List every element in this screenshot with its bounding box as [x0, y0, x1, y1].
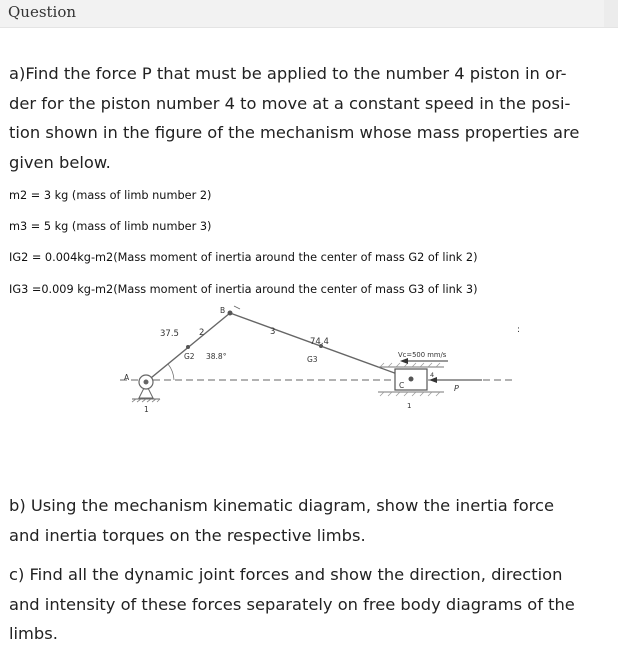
ground-c-label: 1 [407, 402, 412, 410]
part-b-line: and inertia torques on the respective limbs. [9, 525, 366, 545]
point-a-label: A [124, 373, 130, 382]
property-ig2: IG2 = 0.004kg-m2(Mass moment of inertia around the center of mass G2 of link 2) [9, 251, 478, 264]
slider-guide-bottom [378, 392, 444, 396]
part-c-line: limbs. [9, 624, 58, 643]
mechanism-diagram [110, 300, 530, 430]
part-a-line: a)Find the force P that must be applied to the number 4 piston in or- [9, 64, 567, 83]
dim-link3-label: 74.4 [310, 337, 329, 347]
force-p-arrow [429, 377, 482, 383]
part-a-line: der for the piston number 4 to move at a constant speed in the posi- [9, 93, 571, 113]
part-a-text [9, 59, 611, 177]
part-a-line: tion shown in the figure of the mechanism whose mass properties are [9, 123, 580, 142]
property-ig3: IG3 =0.009 kg-m2(Mass moment of inertia around the center of mass G3 of link 3) [9, 283, 478, 296]
g2-label: G2 [184, 352, 195, 361]
question-header [0, 0, 618, 28]
slider-guide-top [378, 363, 444, 367]
ground-a-label: 1 [144, 405, 149, 414]
velocity-label: Vc=500 mm/s [398, 351, 447, 359]
force-p-label: P [454, 384, 459, 393]
link-3-label: 3 [270, 327, 276, 337]
pin-c [409, 377, 414, 382]
property-m3: m3 = 5 kg (mass of limb number 3) [9, 220, 212, 233]
angle-label: 38.8° [206, 352, 227, 361]
point-b-label: B [220, 306, 226, 315]
property-m2: m2 = 3 kg (mass of limb number 2) [9, 189, 212, 202]
point-c-label: C [399, 381, 405, 390]
dim-link2-label: 37.5 [160, 329, 179, 339]
header-title: Question [8, 3, 77, 21]
pin-b [228, 311, 233, 316]
part-a-line: given below. [9, 152, 111, 172]
g2-marker [186, 345, 190, 349]
link-4-label: 4 [430, 371, 435, 379]
part-c-text [9, 560, 611, 649]
part-b-text [9, 491, 611, 550]
part-c-line: c) Find all the dynamic joint forces and show the direction, direction [9, 565, 563, 584]
part-c-line: and intensity of these forces separately on free body diagrams of the [9, 594, 575, 614]
svg-text::: : [517, 325, 521, 335]
part-b-line: b) Using the mechanism kinematic diagram, show the inertia force [9, 496, 554, 515]
g3-label: G3 [307, 355, 318, 364]
link-2-label: 2 [199, 328, 205, 338]
header-scroll-corner [604, 0, 618, 27]
angle-arc [168, 364, 174, 380]
